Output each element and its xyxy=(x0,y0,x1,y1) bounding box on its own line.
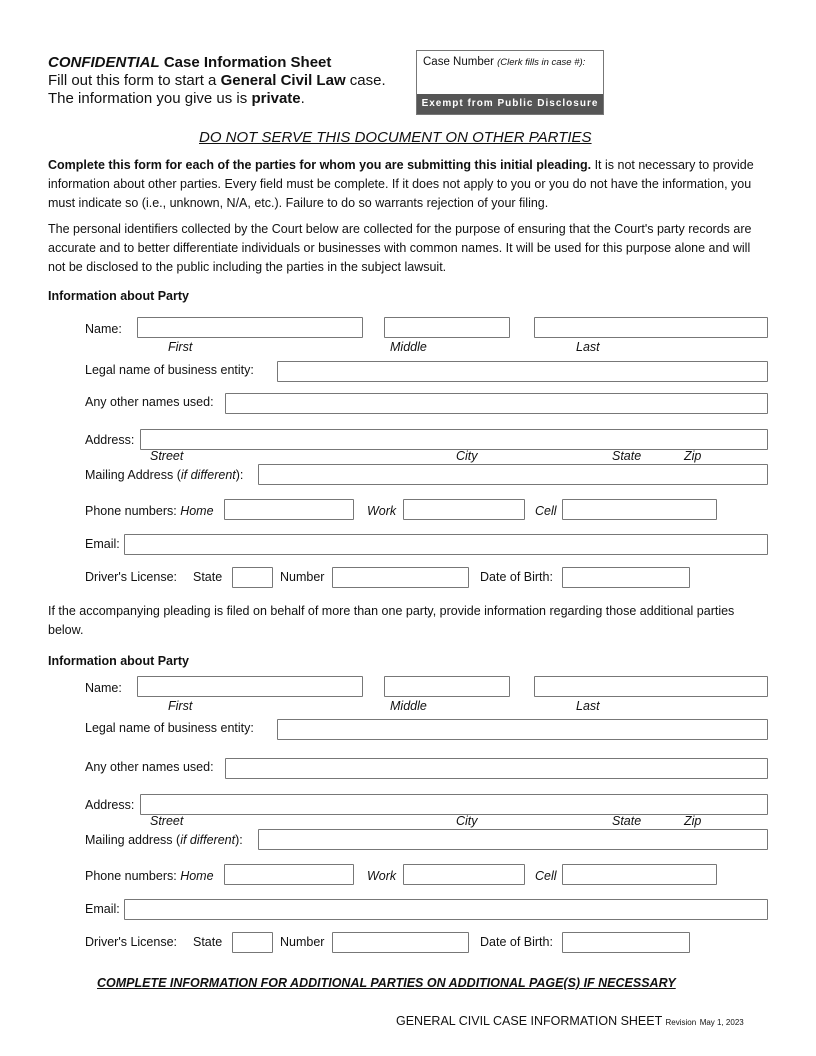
t: Home xyxy=(180,504,214,518)
name-label: Name: xyxy=(85,322,122,336)
first-sublabel: First xyxy=(168,699,193,713)
address-label: Address: xyxy=(85,798,135,812)
do-not-serve-warning: DO NOT SERVE THIS DOCUMENT ON OTHER PARTIES xyxy=(199,129,592,146)
email-label: Email: xyxy=(85,537,120,551)
dl-number-input[interactable] xyxy=(332,932,469,953)
email-label: Email: xyxy=(85,902,120,916)
dl-state-label: State xyxy=(193,570,223,584)
intro-paragraph-1 xyxy=(48,156,768,213)
case-number-box[interactable] xyxy=(416,50,604,115)
drivers-license-label: Driver's License: xyxy=(85,570,177,584)
title-confidential: CONFIDENTIAL xyxy=(48,54,160,71)
phone-label xyxy=(85,869,214,883)
t: Mailing address ( xyxy=(85,833,181,847)
additional-pages-note: COMPLETE INFORMATION FOR ADDITIONAL PARTIES ON ADDITIONAL PAGE(S) IF NECESSARY xyxy=(97,976,676,990)
form-title xyxy=(48,54,331,71)
mailing-address-label xyxy=(85,468,243,482)
street-sublabel: Street xyxy=(150,449,184,463)
other-names-label: Any other names used: xyxy=(85,395,214,409)
legal-name-input[interactable] xyxy=(277,361,768,382)
city-sublabel: City xyxy=(456,449,478,463)
case-number-label xyxy=(423,56,585,68)
dl-state-label: State xyxy=(193,935,223,949)
t: The information you give us is xyxy=(48,90,252,107)
mailing-address-input[interactable] xyxy=(258,829,768,850)
first-name-input[interactable] xyxy=(137,676,363,697)
zip-sublabel: Zip xyxy=(684,814,702,828)
t: Phone numbers: xyxy=(85,869,181,883)
work-phone-input[interactable] xyxy=(403,499,525,520)
address-input[interactable] xyxy=(140,429,768,450)
state-sublabel: State xyxy=(612,814,642,828)
middle-sublabel: Middle xyxy=(390,340,427,354)
t: Fill out this form to start a xyxy=(48,72,221,89)
t: private xyxy=(251,90,301,107)
dob-input[interactable] xyxy=(562,932,690,953)
home-phone-input[interactable] xyxy=(224,499,354,520)
street-sublabel: Street xyxy=(150,814,184,828)
dob-label: Date of Birth: xyxy=(480,935,553,949)
last-sublabel: Last xyxy=(576,699,600,713)
t: May 1, 2023 xyxy=(699,1018,744,1027)
last-name-input[interactable] xyxy=(534,317,768,338)
state-sublabel: State xyxy=(612,449,642,463)
last-sublabel: Last xyxy=(576,340,600,354)
t: if different xyxy=(180,833,236,847)
first-name-input[interactable] xyxy=(137,317,363,338)
dl-state-input[interactable] xyxy=(232,567,273,588)
dob-input[interactable] xyxy=(562,567,690,588)
t: It is not necessary to provide information about other parties. Every field must be complete. If it does not apply to you or you do not have the information, you must indicate so (i.e., unknown, N/A, etc.). Failure to do so warrants rejection of your filing. xyxy=(48,158,754,210)
address-input[interactable] xyxy=(140,794,768,815)
t: if different xyxy=(180,468,236,482)
cell-phone-input[interactable] xyxy=(562,864,717,885)
work-phone-input[interactable] xyxy=(403,864,525,885)
phone-label xyxy=(85,504,214,518)
address-label: Address: xyxy=(85,433,135,447)
legal-name-input[interactable] xyxy=(277,719,768,740)
other-names-input[interactable] xyxy=(225,393,768,414)
legal-name-label: Legal name of business entity: xyxy=(85,363,254,377)
t: GENERAL CIVIL CASE INFORMATION SHEET xyxy=(396,1014,663,1028)
t: (Clerk fills in case #): xyxy=(497,57,586,68)
work-label: Work xyxy=(367,869,397,883)
mailing-address-label xyxy=(85,833,243,847)
dl-number-label: Number xyxy=(280,570,325,584)
middle-name-input[interactable] xyxy=(384,676,510,697)
name-label: Name: xyxy=(85,681,122,695)
dob-label: Date of Birth: xyxy=(480,570,553,584)
t: Mailing Address ( xyxy=(85,468,181,482)
dl-number-label: Number xyxy=(280,935,325,949)
email-input[interactable] xyxy=(124,534,768,555)
t: Complete this form for each of the parties for whom you are submitting this initial pleading. xyxy=(48,158,592,172)
party-heading: Information about Party xyxy=(48,289,189,303)
t: ): xyxy=(235,833,243,847)
legal-name-label: Legal name of business entity: xyxy=(85,721,254,735)
city-sublabel: City xyxy=(456,814,478,828)
first-sublabel: First xyxy=(168,340,193,354)
dl-number-input[interactable] xyxy=(332,567,469,588)
dl-state-input[interactable] xyxy=(232,932,273,953)
footer-title xyxy=(396,1014,744,1028)
t: General Civil Law xyxy=(220,72,346,89)
t: Case Number xyxy=(423,56,498,68)
title-rest: Case Information Sheet xyxy=(159,54,332,71)
middle-sublabel: Middle xyxy=(390,699,427,713)
t: ): xyxy=(235,468,244,482)
additional-parties-note: If the accompanying pleading is filed on behalf of more than one party, provide information regarding those additional parties below. xyxy=(48,604,735,637)
t: case. xyxy=(345,72,386,89)
cell-label: Cell xyxy=(535,869,557,883)
home-phone-input[interactable] xyxy=(224,864,354,885)
mailing-address-input[interactable] xyxy=(258,464,768,485)
drivers-license-label: Driver's License: xyxy=(85,935,177,949)
cell-phone-input[interactable] xyxy=(562,499,717,520)
t: Home xyxy=(180,869,214,883)
party-heading: Information about Party xyxy=(48,654,189,668)
t: Revision xyxy=(665,1018,697,1027)
cell-label: Cell xyxy=(535,504,557,518)
last-name-input[interactable] xyxy=(534,676,768,697)
intro-paragraph-2: The personal identifiers collected by the Court below are collected for the purpose of ensuring that the Court's party records are accurate and to better differentiate individuals or businesses with common names. It will be used for this purpose alone and will not be disclosed to the public including the parties in the subject lawsuit. xyxy=(48,222,752,274)
other-names-input[interactable] xyxy=(225,758,768,779)
work-label: Work xyxy=(367,504,397,518)
other-names-label: Any other names used: xyxy=(85,760,214,774)
middle-name-input[interactable] xyxy=(384,317,510,338)
zip-sublabel: Zip xyxy=(684,449,702,463)
t: Phone numbers: xyxy=(85,504,181,518)
t: . xyxy=(300,90,305,107)
subtitle-line xyxy=(48,72,386,89)
private-line xyxy=(48,90,305,107)
email-input[interactable] xyxy=(124,899,768,920)
exempt-banner: Exempt from Public Disclosure xyxy=(417,94,603,114)
